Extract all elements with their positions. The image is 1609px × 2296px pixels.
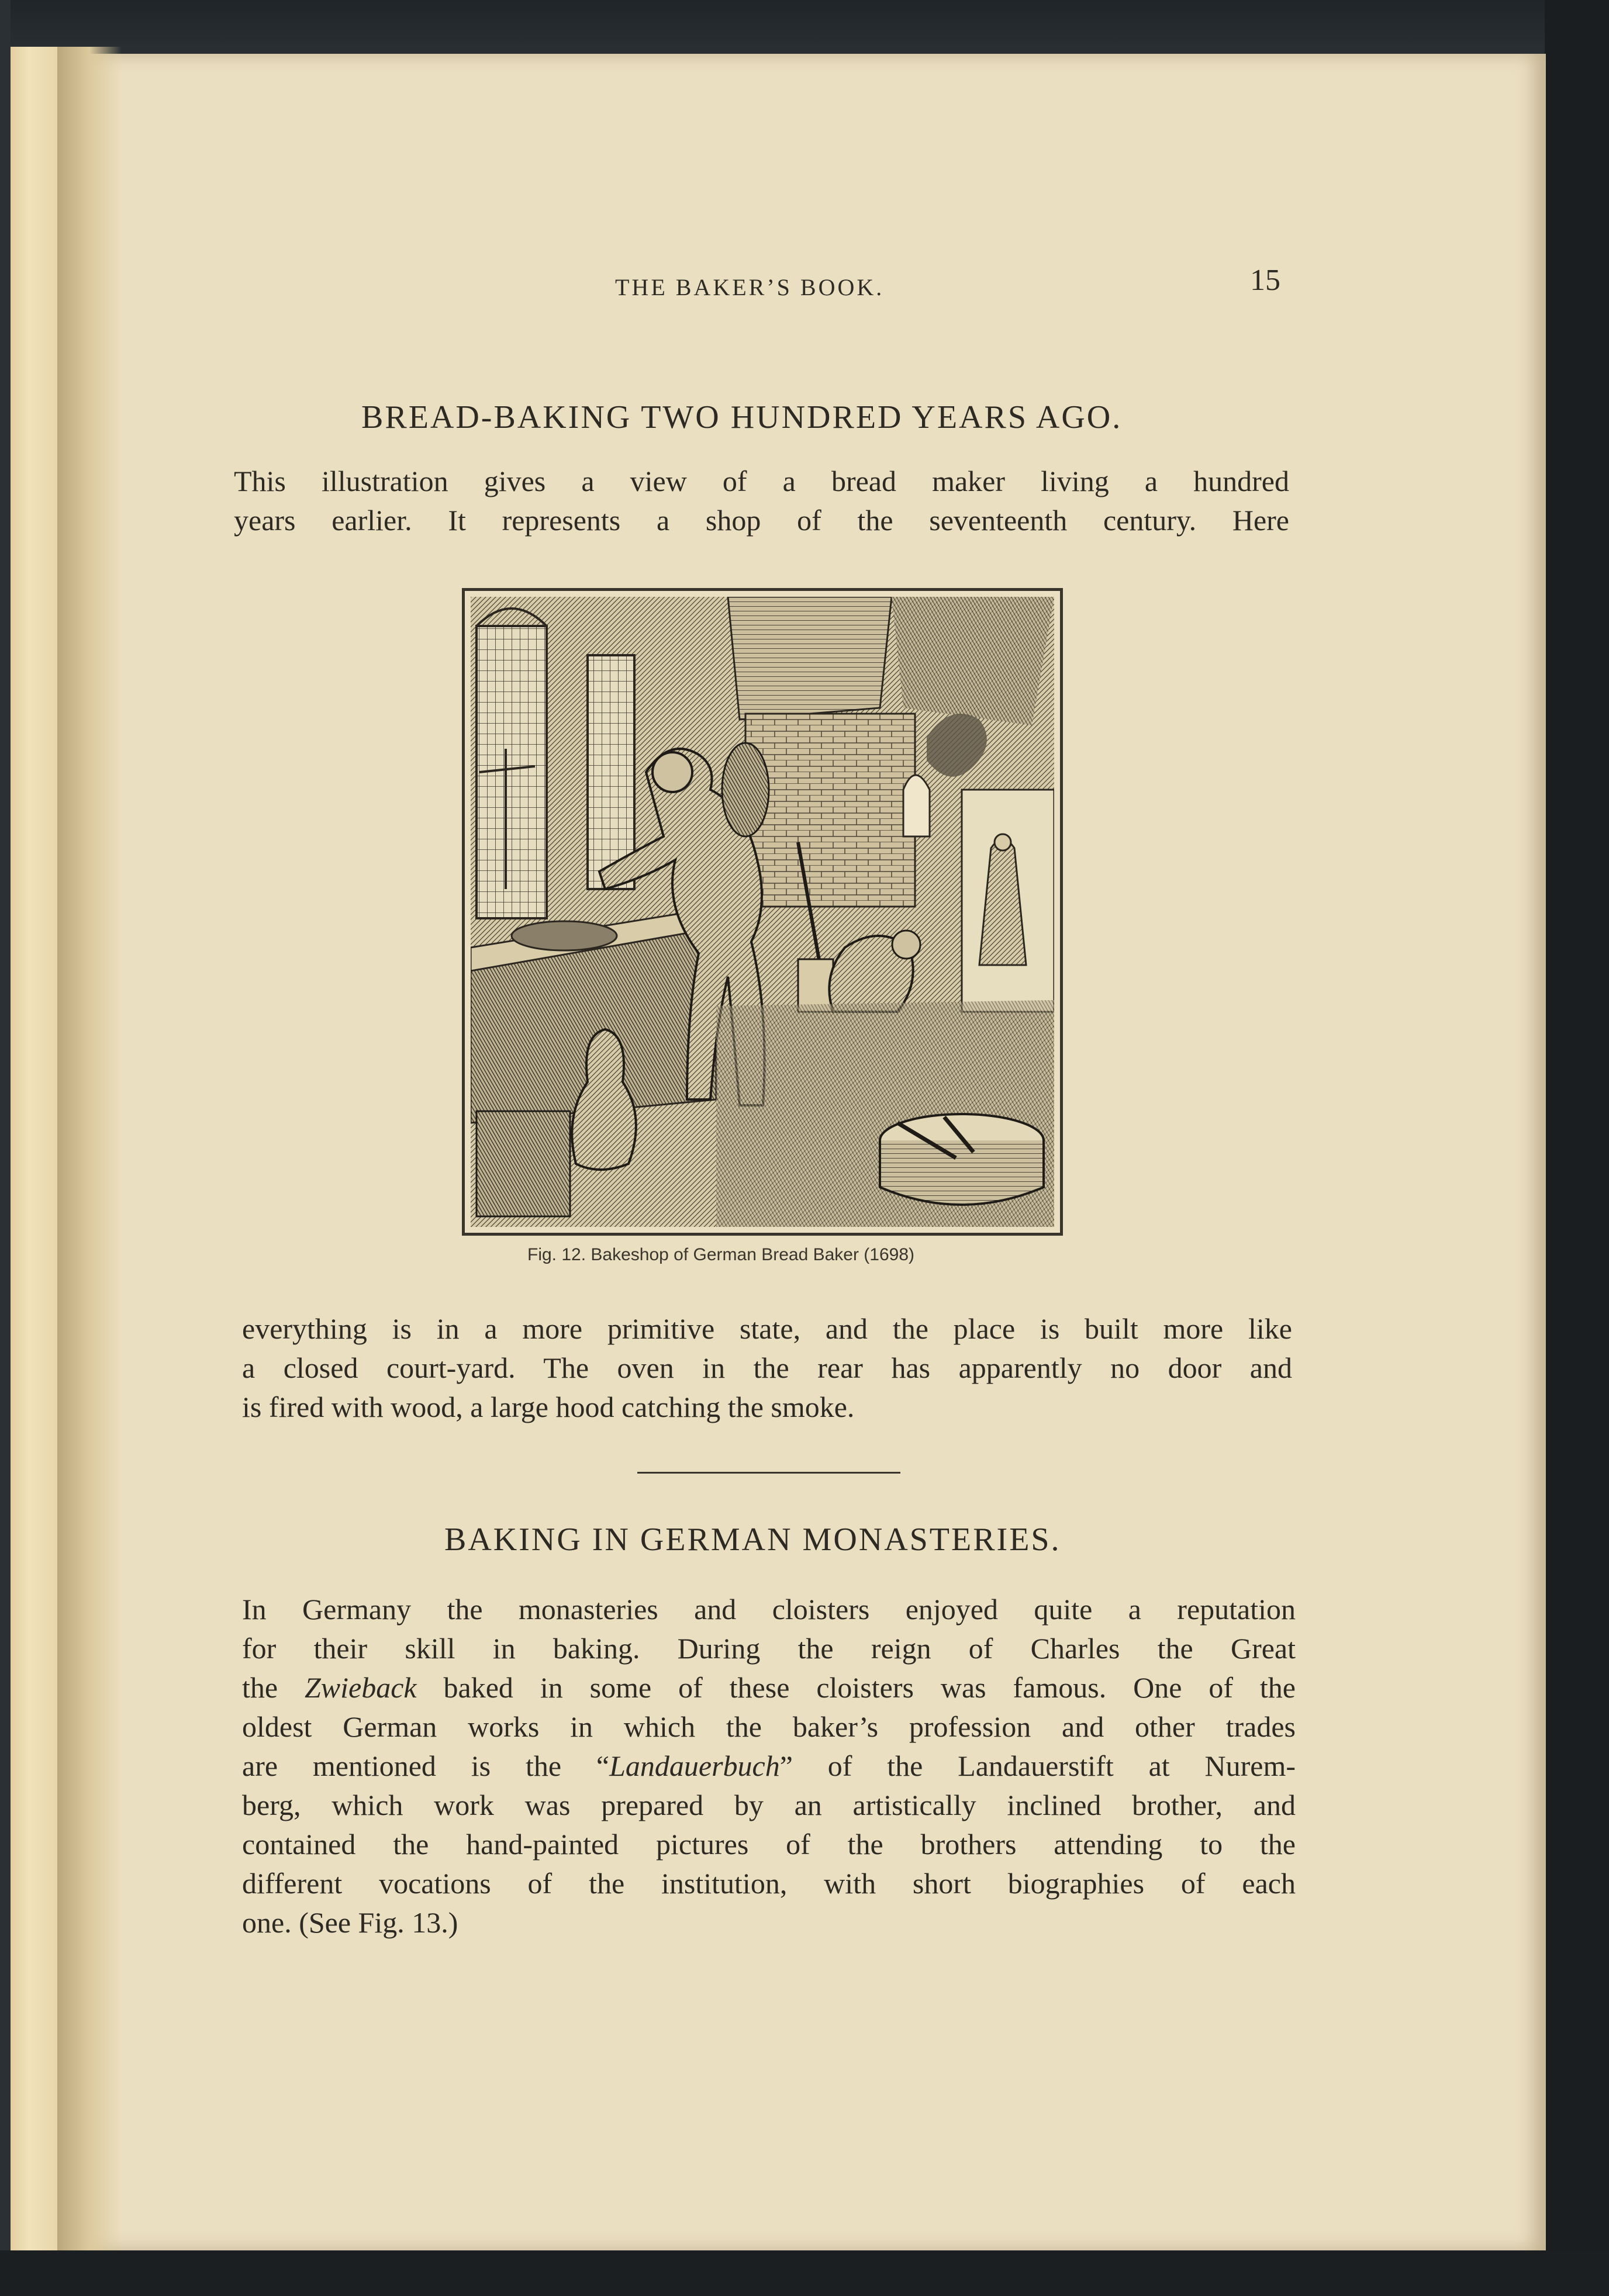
book-cover-left — [0, 0, 11, 2296]
italic-term: Landauerbuch — [609, 1749, 780, 1782]
text-line: one. (See Fig. 13.) — [242, 1906, 458, 1939]
paragraph-oven-description — [242, 1309, 1292, 1427]
text-line: is fired with wood, a large hood catching the smoke. — [242, 1391, 855, 1423]
text-line: berg, which work was prepared by an artistically inclined brother, and — [242, 1789, 1296, 1821]
italic-term: Zwieback — [305, 1671, 417, 1704]
page-number: 15 — [1250, 264, 1280, 297]
text-line: a closed court-yard. The oven in the rear has apparently no door and — [242, 1351, 1292, 1384]
text-line: are mentioned is the “Landauerbuch” of the Landauerstift at Nurem- — [242, 1749, 1296, 1782]
section-divider — [637, 1472, 900, 1474]
bakeshop-engraving — [471, 597, 1054, 1227]
text-line: everything is in a more primitive state, and the place is built more like — [242, 1312, 1292, 1345]
gutter-shadow — [57, 47, 122, 2250]
book-cover-right — [1545, 0, 1609, 2296]
section-heading-monasteries: BAKING IN GERMAN MONASTERIES. — [444, 1522, 1061, 1558]
text-line: In Germany the monasteries and cloisters enjoyed quite a reputation — [242, 1593, 1296, 1626]
text-line: for their skill in baking. During the reign of Charles the Great — [242, 1632, 1296, 1665]
figure-caption: Fig. 12. Bakeshop of German Bread Baker (1698) — [527, 1245, 915, 1264]
section-heading-bread-baking: BREAD-BAKING TWO HUNDRED YEARS AGO. — [361, 399, 1123, 435]
engraving-figure — [462, 588, 1063, 1236]
text-line: different vocations of the institution, with short biographies of each — [242, 1867, 1296, 1900]
text-line: the Zwieback baked in some of these cloisters was famous. One of the — [242, 1671, 1296, 1704]
text-line: contained the hand-painted pictures of the brothers attending to the — [242, 1828, 1296, 1861]
text-line: oldest German works in which the baker’s profession and other trades — [242, 1710, 1296, 1743]
running-title: THE BAKER’S BOOK. — [615, 274, 885, 300]
book-cover-bottom — [0, 2250, 1609, 2296]
paragraph-monasteries — [242, 1590, 1296, 1942]
text-line: This illustration gives a view of a bread maker living a hundred — [234, 465, 1289, 497]
text-line: years earlier. It represents a shop of the seventeenth century. Here — [234, 504, 1289, 537]
facing-page-edge — [11, 47, 57, 2250]
paragraph-intro — [234, 462, 1289, 540]
